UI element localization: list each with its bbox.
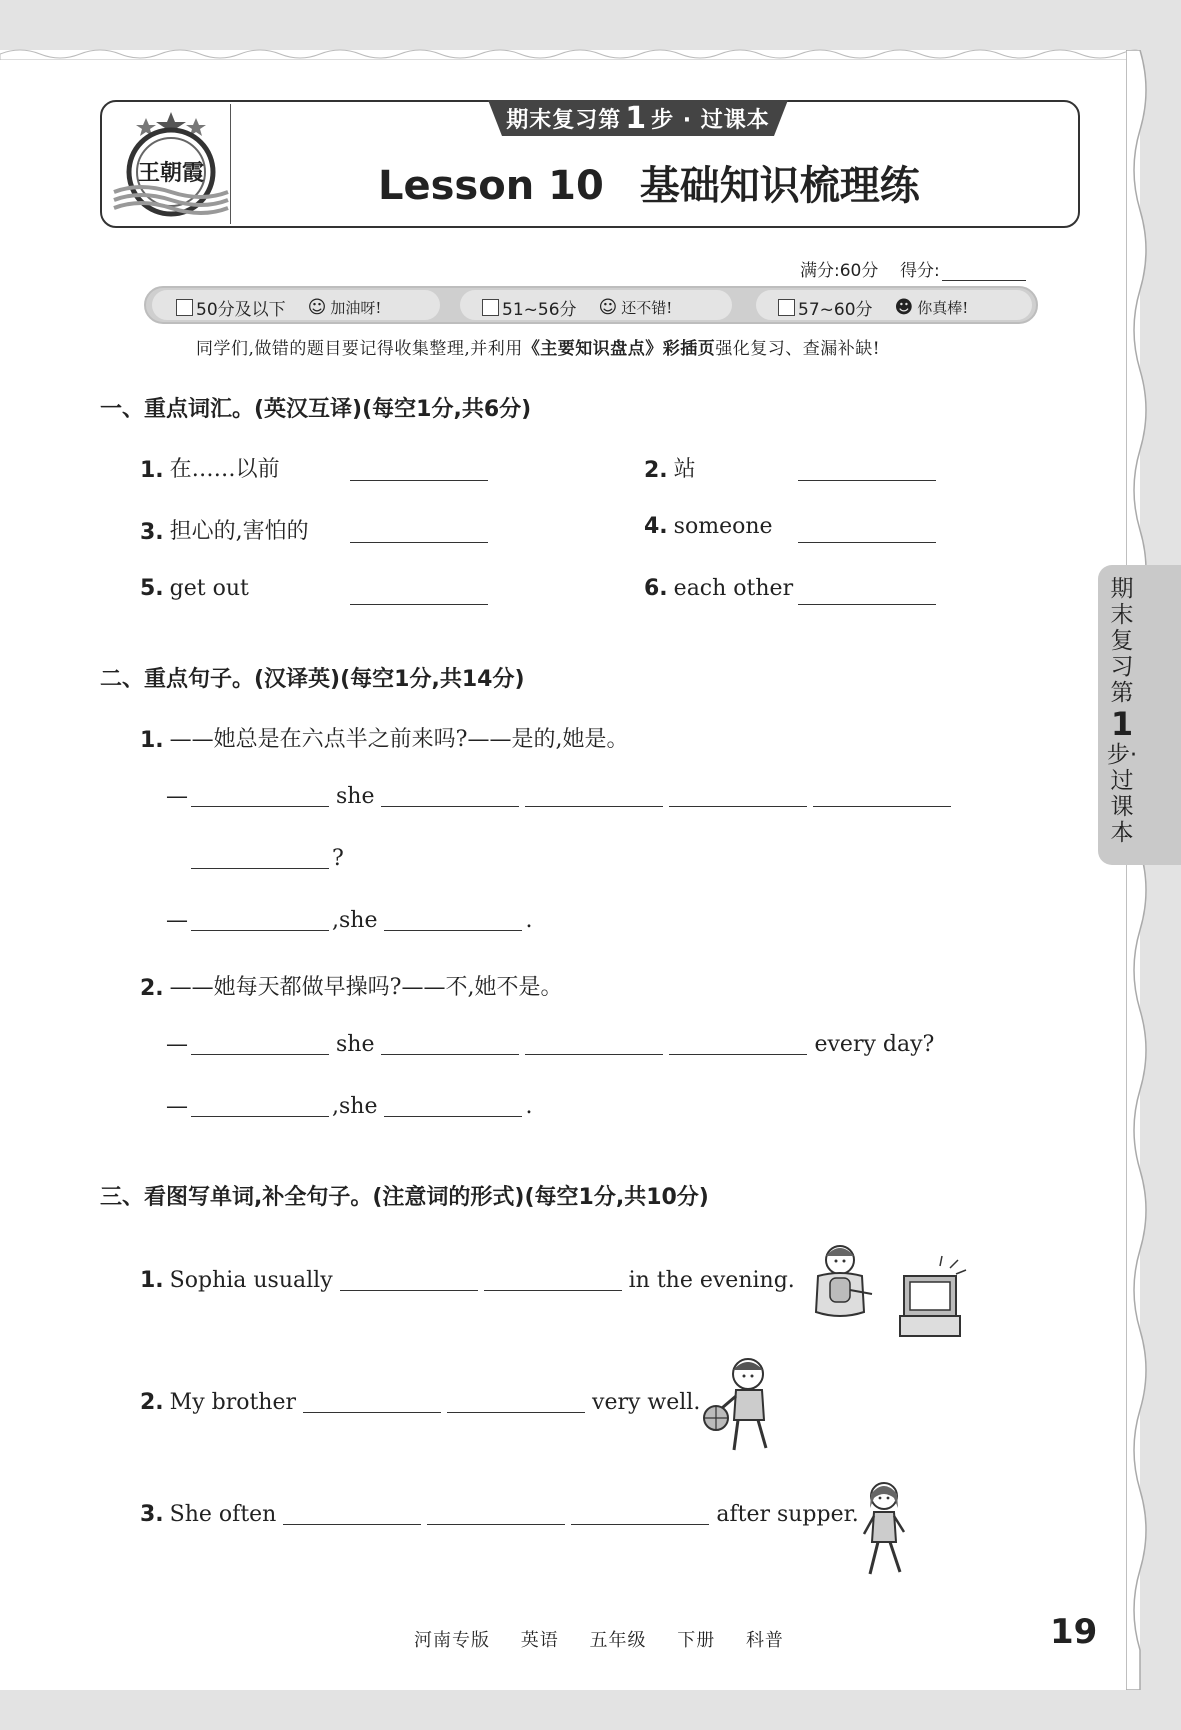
answer-blank[interactable] [350,604,488,605]
sentence-end: very well. [592,1390,701,1415]
grade-comment: 你真棒! [917,298,969,317]
grade-range: 50分及以下 [196,299,286,320]
item-number: 5. [140,576,164,601]
question-mark: ? [332,846,344,871]
item-number: 1. [140,1268,164,1293]
answer-blank[interactable] [384,1116,522,1117]
answer-line-2a [166,1032,934,1057]
cheer-face-icon: ☺ [307,296,327,318]
vocab-prompt: 站 [673,457,696,482]
item-number: 1. [140,728,164,753]
answer-line-1b [188,846,344,871]
sentence-prompt: ——她总是在六点半之前来吗?——是的,她是。 [169,727,629,752]
item-number: 3. [140,520,164,545]
sentence-start: Sophia usually [169,1268,333,1293]
answer-blank[interactable] [303,1412,441,1413]
side-tab-pre: 期末复习第 [1110,576,1134,706]
score-line [800,256,1026,281]
item-number: 2. [140,1390,164,1415]
lesson-number: Lesson 10 [378,163,604,209]
vocab-prompt: someone [673,514,773,539]
answer-blank[interactable] [191,1054,329,1055]
dash: — [166,908,188,933]
header-banner-text [488,100,788,136]
answer-line-2b [166,1094,532,1119]
page-title [378,154,920,211]
period: . [525,908,533,933]
grade-checkbox[interactable] [482,299,499,316]
answer-blank[interactable] [384,930,522,931]
grade-comment: 还不错! [621,298,673,317]
phrase-every-day: every day? [814,1032,935,1057]
right-wave-border [1126,50,1156,1690]
grade-comment: 加油呀! [330,298,382,317]
picture-item-3 [140,1502,859,1527]
section-3-title: 三、看图写单词,补全句子。(注意词的形式)(每空1分,共10分) [100,1185,709,1210]
answer-blank[interactable] [669,1054,807,1055]
smile-face-icon: ☺ [598,296,618,318]
answer-blank[interactable] [798,604,936,605]
item-number: 6. [644,576,668,601]
item-number: 3. [140,1502,164,1527]
side-tab-step-number: 1 [1110,705,1134,743]
sentence-start: She often [169,1502,277,1527]
answer-blank[interactable] [798,542,936,543]
grade-option-3[interactable] [778,294,968,320]
item-number: 1. [140,458,164,483]
item-number: 2. [644,458,668,483]
banner-text-post: 步 · 过课本 [651,107,770,133]
sentence-end: after supper. [716,1502,859,1527]
answer-blank[interactable] [381,1054,519,1055]
dash: — [166,784,188,809]
answer-blank[interactable] [191,806,329,807]
vocab-item-1 [140,452,280,483]
score-blank[interactable] [942,280,1026,281]
answer-blank[interactable] [191,930,329,931]
word-she: ,she [332,1094,378,1119]
vocab-prompt: 担心的,害怕的 [169,519,309,544]
score-label: 得分: [899,261,940,281]
page-footer [414,1626,808,1652]
girl-walking-icon [856,1478,912,1586]
grade-checkbox[interactable] [176,299,193,316]
answer-blank[interactable] [283,1524,421,1525]
item-number: 2. [140,976,164,1001]
side-tab-post: 步·过课本 [1106,742,1138,846]
full-score: 满分:60分 [800,261,879,281]
grade-checkbox[interactable] [778,299,795,316]
item-number: 4. [644,514,668,539]
vocab-item-2 [644,452,696,483]
answer-blank[interactable] [191,868,329,869]
answer-blank[interactable] [813,806,951,807]
girl-watching-tv-icon [810,1232,970,1342]
footer-subject: 英语 [520,1630,559,1651]
answer-blank[interactable] [525,806,663,807]
picture-item-1 [140,1268,795,1293]
answer-blank[interactable] [447,1412,585,1413]
answer-blank[interactable] [669,806,807,807]
answer-blank[interactable] [571,1524,709,1525]
answer-blank[interactable] [525,1054,663,1055]
answer-blank[interactable] [381,806,519,807]
tip-bold: 《主要知识盘点》彩插页 [522,339,716,359]
section-2-title: 二、重点句子。(汉译英)(每空1分,共14分) [100,667,525,692]
banner-text-pre: 期末复习第 [506,107,622,133]
grade-range: 51~56分 [502,299,577,320]
answer-blank[interactable] [427,1524,565,1525]
section-1-title: 一、重点词汇。(英汉互译)(每空1分,共6分) [100,397,532,422]
vocab-item-3 [140,514,309,545]
boy-playing-basketball-icon [700,1352,780,1462]
top-wave-border [0,46,1140,60]
vocab-prompt: each other [673,576,794,601]
grade-range: 57~60分 [798,299,873,320]
footer-edition: 河南专版 [414,1630,490,1651]
answer-blank[interactable] [350,542,488,543]
side-tab-text [1104,576,1140,846]
answer-blank[interactable] [798,480,936,481]
sentence-end: in the evening. [628,1268,795,1293]
tip-post: 强化复习、查漏补缺! [715,339,881,359]
answer-line-1c [166,908,532,933]
answer-line-1a [166,784,954,809]
svg-text:王朝霞: 王朝霞 [137,160,205,186]
sentence-question-2 [140,970,562,1001]
grade-option-1[interactable] [176,294,381,320]
lesson-subtitle: 基础知识梳理练 [639,163,920,209]
dash: — [166,1032,188,1057]
answer-blank[interactable] [340,1290,478,1291]
picture-item-2 [140,1390,700,1415]
period: . [525,1094,533,1119]
word-she: ,she [332,908,378,933]
footer-grade: 五年级 [589,1630,647,1651]
answer-blank[interactable] [191,1116,329,1117]
footer-publisher: 科普 [745,1630,784,1651]
word-she: she [336,784,375,809]
sentence-prompt: ——她每天都做早操吗?——不,她不是。 [169,975,563,1000]
answer-blank[interactable] [350,480,488,481]
review-tip [196,334,880,359]
vocab-item-4 [644,514,773,539]
word-she: she [336,1032,375,1057]
sentence-start: My brother [169,1390,297,1415]
vocab-prompt: get out [169,576,249,601]
tip-pre: 同学们,做错的题目要记得收集整理,并利用 [196,339,523,359]
sentence-question-1 [140,722,628,753]
brand-logo-icon [110,108,232,226]
vocab-item-5 [140,576,249,601]
page-number: 19 [1050,1612,1098,1652]
vocab-item-6 [644,576,793,601]
footer-volume: 下册 [677,1630,716,1651]
happy-face-icon: ☻ [894,296,914,318]
banner-step-number: 1 [625,100,648,136]
dash: — [166,1094,188,1119]
logo-divider [230,104,231,224]
grade-option-2[interactable] [482,294,672,320]
vocab-prompt: 在……以前 [169,457,280,482]
answer-blank[interactable] [484,1290,622,1291]
